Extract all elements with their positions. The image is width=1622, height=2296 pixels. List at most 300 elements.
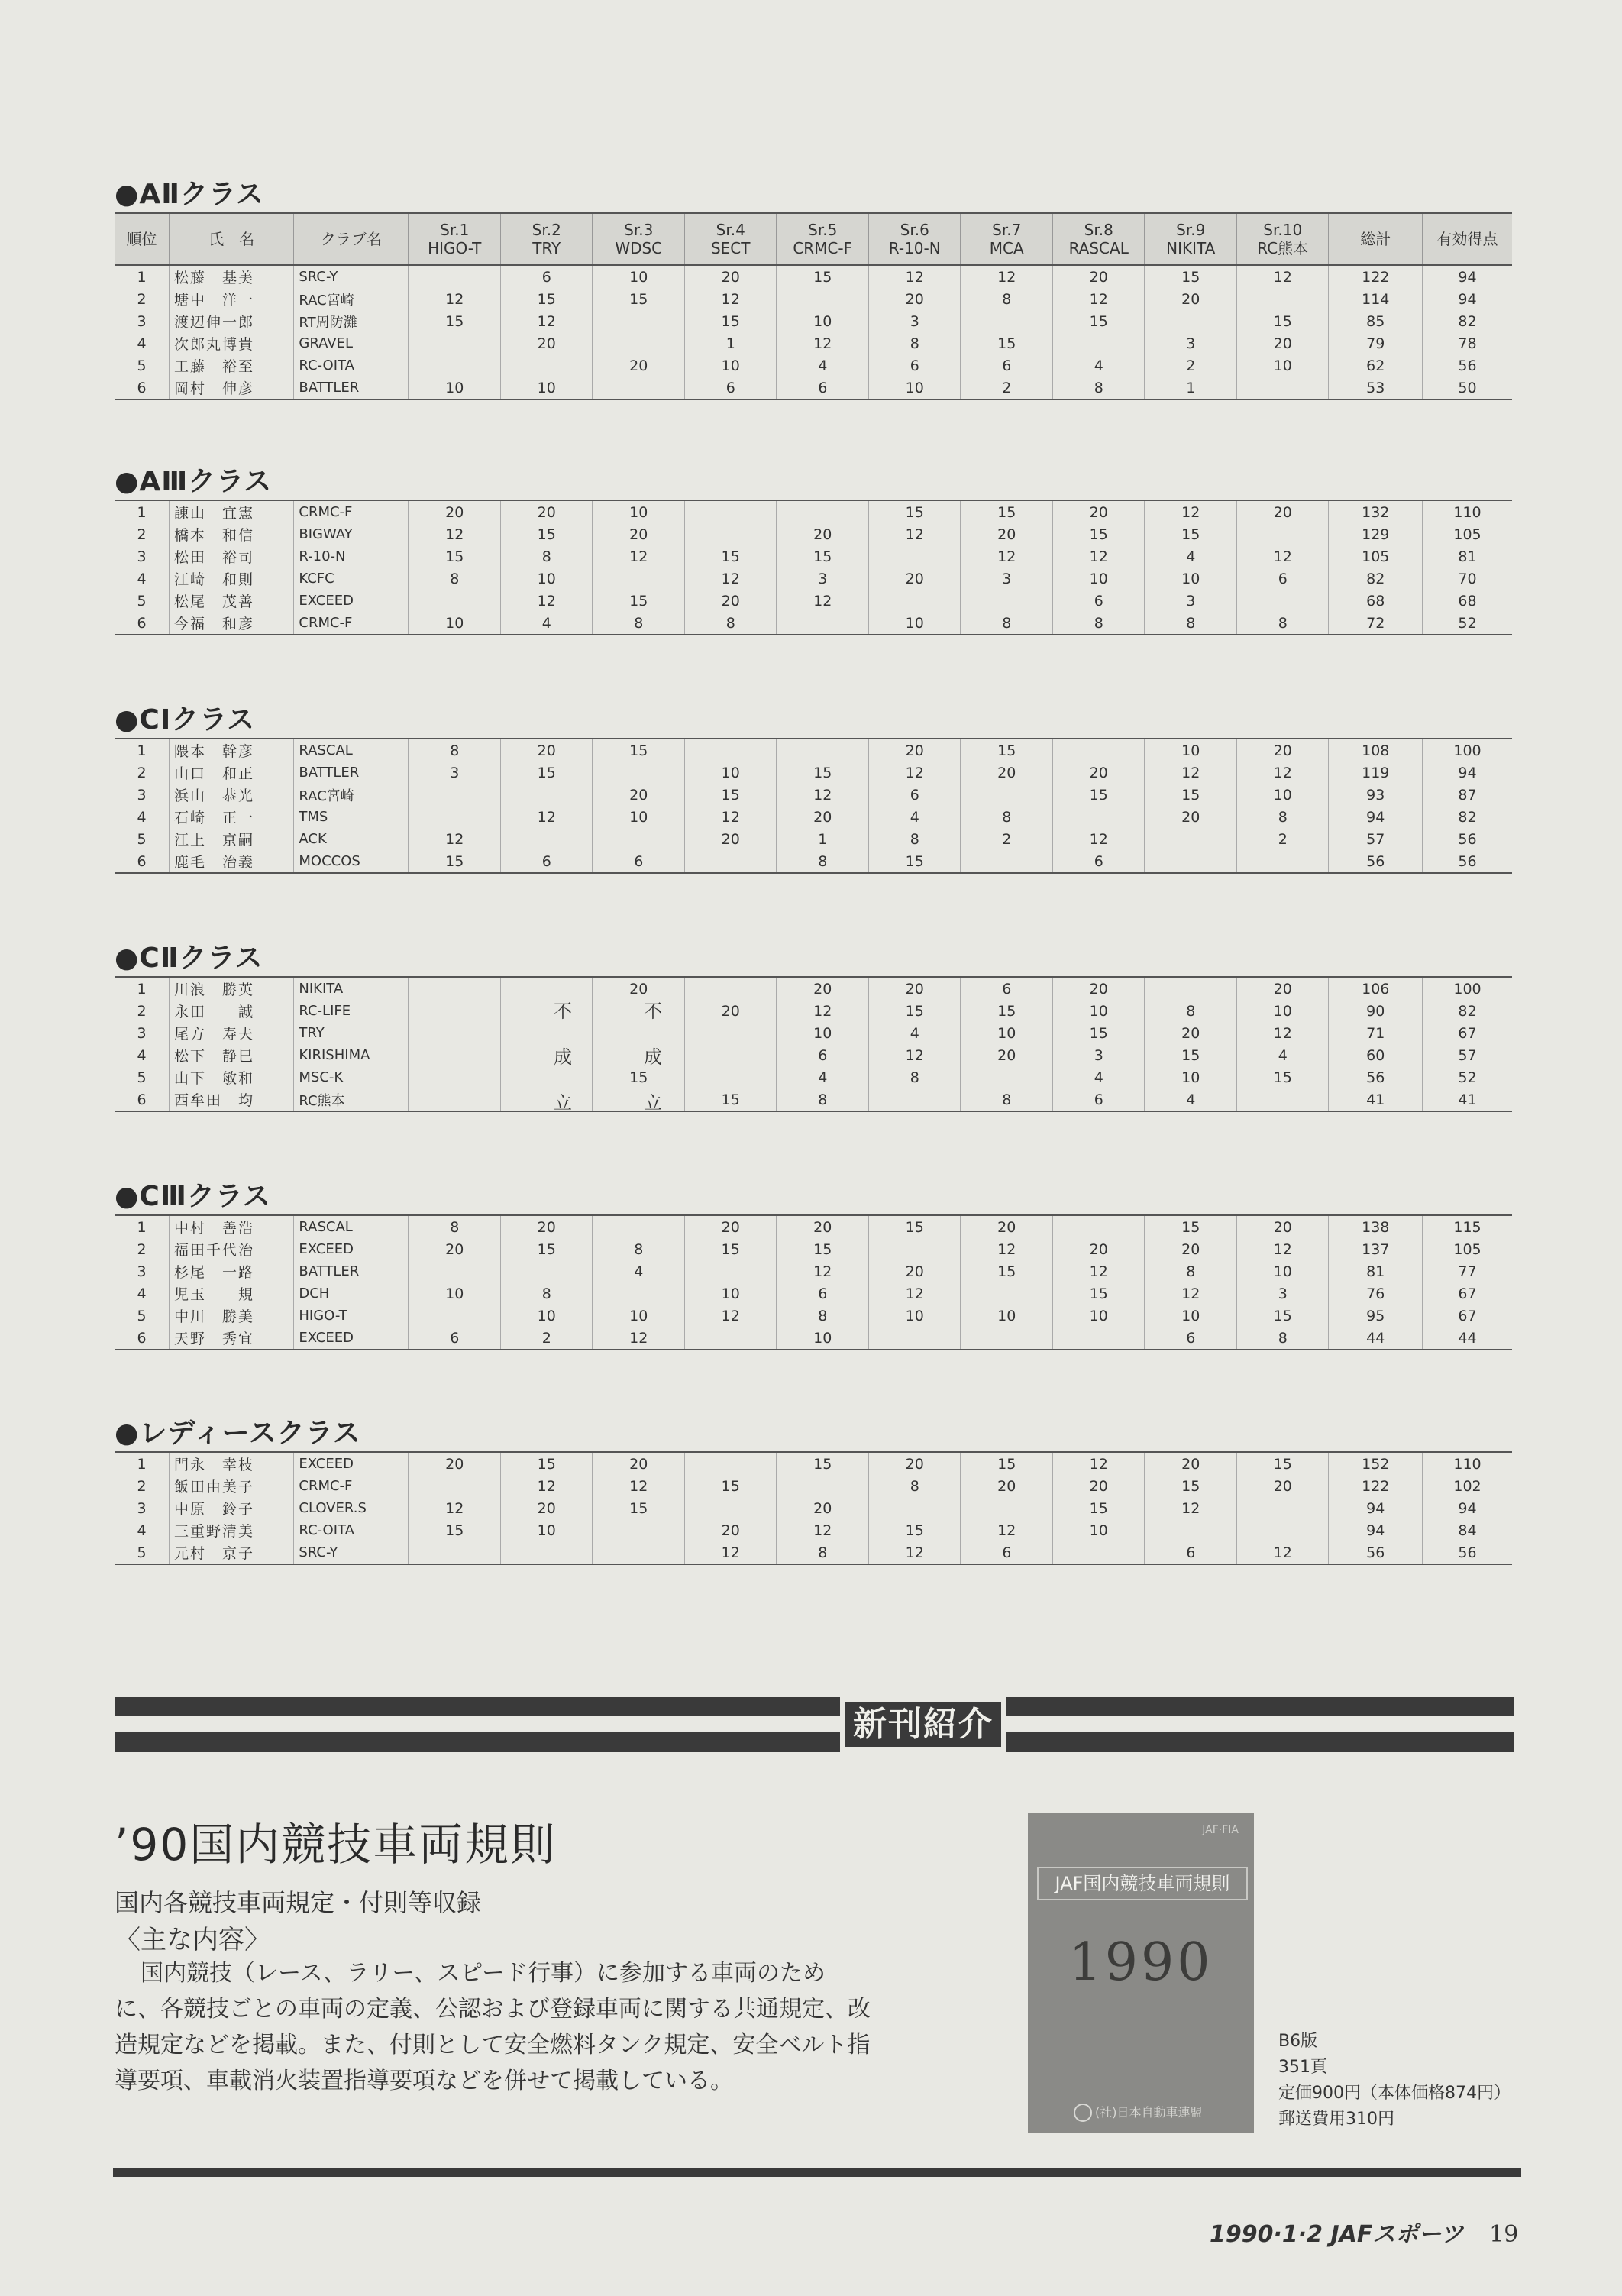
score-cell: 15 [593, 288, 685, 310]
club-header: クラブ名 [294, 213, 409, 265]
score-cell: 8 [961, 806, 1053, 828]
effective-cell: 102 [1453, 1477, 1481, 1495]
rank-cell: 4 [115, 806, 169, 828]
score-cell: 12 [1236, 1238, 1329, 1260]
name-cell: 元村 京子 [169, 1541, 293, 1564]
name-cell: 西牟田 均 [169, 1088, 293, 1111]
rank-header: 順位 [115, 213, 169, 265]
score-cell: 15 [500, 762, 593, 784]
score-cell: 12 [684, 806, 777, 828]
section-title: ●CⅡクラス [115, 943, 263, 974]
club-cell: RC-LIFE [294, 1000, 409, 1022]
score-cell [684, 1452, 777, 1475]
effective-cell: 110 [1423, 1452, 1512, 1475]
total-cell: 60 [1329, 1044, 1423, 1066]
score-cell: 20 [1145, 1238, 1237, 1260]
name-cell: 松尾 茂善 [169, 590, 293, 612]
score-cell: 10 [777, 1022, 869, 1044]
score-cell: 8 [868, 828, 961, 850]
effective-cell: 94 [1458, 290, 1477, 308]
round-header: Sr.2 TRY [500, 213, 593, 265]
score-cell: 20 [868, 288, 961, 310]
score-cell: 12 [777, 784, 869, 806]
score-cell: 20 [593, 354, 685, 377]
score-cell [1145, 828, 1237, 850]
score-cell: 2 [1236, 828, 1329, 850]
table-row [115, 1497, 1512, 1519]
club-cell: DCH [294, 1282, 409, 1305]
score-cell [684, 1066, 777, 1088]
score-cell: 12 [868, 523, 961, 545]
score-cell [961, 1497, 1053, 1519]
score-cell: 10 [961, 1305, 1053, 1327]
score-cell: 8 [1052, 377, 1145, 399]
name-cell: 永田 誠 [169, 1000, 293, 1022]
score-cell: 12 [409, 523, 501, 545]
score-cell [1236, 288, 1329, 310]
score-cell: 12 [1052, 1260, 1145, 1282]
score-cell: 12 [500, 310, 593, 332]
round-header: Sr.5 CRMC-F [777, 213, 869, 265]
score-cell: 20 [409, 1238, 501, 1260]
score-cell: 3 [961, 568, 1053, 590]
club-cell: EXCEED [294, 1238, 409, 1260]
score-cell: 20 [1145, 1022, 1237, 1044]
score-cell: 15 [593, 1066, 685, 1088]
total-cell: 108 [1329, 739, 1423, 762]
effective-cell: 56 [1458, 830, 1477, 848]
score-cell: 6 [1052, 1088, 1145, 1111]
name-cell: 児玉 規 [169, 1282, 293, 1305]
total-cell: 122 [1329, 265, 1423, 288]
table-row [115, 739, 1512, 762]
score-cell: 10 [684, 762, 777, 784]
score-cell: 15 [1145, 1044, 1237, 1066]
score-cell: 20 [409, 1452, 501, 1475]
club-cell: R-10-N [294, 545, 409, 568]
score-cell: 8 [777, 1541, 869, 1564]
score-cell [961, 1327, 1053, 1350]
table-row [115, 762, 1512, 784]
effective-cell: 67 [1458, 1285, 1477, 1302]
section-c2 [115, 941, 1512, 1112]
score-cell: 10 [593, 265, 685, 288]
name-cell: 山口 和正 [169, 762, 293, 784]
score-cell: 15 [868, 500, 961, 523]
score-cell: 12 [1236, 762, 1329, 784]
score-cell: 20 [777, 1215, 869, 1238]
score-cell [593, 310, 685, 332]
score-cell [409, 1066, 501, 1088]
score-cell: 15 [500, 1238, 593, 1260]
section-a2 [115, 177, 1512, 400]
score-cell [593, 762, 685, 784]
rank-cell: 3 [115, 545, 169, 568]
score-cell: 6 [961, 1541, 1053, 1564]
score-cell [593, 828, 685, 850]
total-cell: 90 [1329, 1000, 1423, 1022]
score-cell: 12 [593, 1475, 685, 1497]
score-cell: 20 [500, 739, 593, 762]
score-cell: 10 [1236, 784, 1329, 806]
name-cell: 松藤 基美 [169, 265, 293, 288]
name-cell: 江崎 和則 [169, 568, 293, 590]
rank-cell: 6 [115, 1327, 169, 1350]
score-cell [1236, 1088, 1329, 1111]
score-cell [593, 332, 685, 354]
score-cell: 20 [1052, 265, 1145, 288]
score-cell [868, 545, 961, 568]
total-cell: 106 [1329, 977, 1423, 1000]
score-cell: 6 [500, 850, 593, 873]
score-cell: 15 [1236, 310, 1329, 332]
score-cell: 6 [684, 377, 777, 399]
name-cell: 隈本 幹彦 [169, 739, 293, 762]
score-cell: 4 [1236, 1044, 1329, 1066]
score-cell: 2 [961, 377, 1053, 399]
score-cell [684, 1327, 777, 1350]
club-cell: RAC宮崎 [294, 784, 409, 806]
score-cell [593, 1215, 685, 1238]
total-cell: 132 [1329, 500, 1423, 523]
score-cell: 12 [868, 1282, 961, 1305]
score-cell: 20 [777, 1497, 869, 1519]
score-cell: 15 [868, 1519, 961, 1541]
name-cell: 中原 鈴子 [169, 1497, 293, 1519]
score-cell [1052, 332, 1145, 354]
score-cell: 15 [1145, 784, 1237, 806]
section-c3 [115, 1179, 1512, 1350]
table-row [115, 784, 1512, 806]
results-table [115, 500, 1512, 635]
name-cell: 今福 和彦 [169, 612, 293, 635]
name-cell: 川浪 勝英 [169, 977, 293, 1000]
effective-cell: 77 [1458, 1263, 1477, 1280]
rank-cell: 1 [115, 977, 169, 1000]
score-cell: 20 [1236, 977, 1329, 1000]
rank-cell: 2 [115, 523, 169, 545]
score-cell [684, 523, 777, 545]
score-cell: 8 [593, 1238, 685, 1260]
banner-bar-top [115, 1697, 1514, 1716]
score-cell: 8 [961, 1088, 1053, 1111]
score-cell: 10 [684, 354, 777, 377]
score-cell [961, 1066, 1053, 1088]
score-cell [684, 739, 777, 762]
table-row [115, 1088, 1512, 1111]
score-cell: 15 [961, 500, 1053, 523]
effective-cell: 70 [1458, 570, 1477, 587]
table-row [115, 523, 1512, 545]
score-cell [593, 377, 685, 399]
score-cell [409, 332, 501, 354]
total-cell: 81 [1329, 1260, 1423, 1282]
score-cell: 12 [777, 1260, 869, 1282]
score-cell: 20 [684, 590, 777, 612]
score-cell: 10 [777, 310, 869, 332]
score-cell: 12 [1145, 500, 1237, 523]
score-cell: 10 [1052, 1305, 1145, 1327]
total-cell: 95 [1329, 1305, 1423, 1327]
score-cell: 15 [1052, 784, 1145, 806]
score-cell: 12 [868, 265, 961, 288]
score-cell: 6 [1145, 1541, 1237, 1564]
score-cell: 4 [868, 806, 961, 828]
score-cell [500, 1044, 593, 1066]
score-cell: 15 [961, 1260, 1053, 1282]
score-cell: 12 [409, 1497, 501, 1519]
round-header: Sr.10 RC熊本 [1236, 213, 1329, 265]
score-cell [1052, 1215, 1145, 1238]
score-cell [961, 850, 1053, 873]
score-cell: 8 [593, 612, 685, 635]
score-cell: 15 [777, 1452, 869, 1475]
score-cell: 10 [1145, 1305, 1237, 1327]
score-cell [684, 1022, 777, 1044]
club-cell: EXCEED [294, 1452, 409, 1475]
score-cell: 10 [1145, 1066, 1237, 1088]
name-cell: 福田千代治 [169, 1238, 293, 1260]
score-cell [961, 1282, 1053, 1305]
name-cell: 渡辺伸一郎 [169, 310, 293, 332]
total-cell: 119 [1329, 762, 1423, 784]
round-header: Sr.7 MCA [961, 213, 1053, 265]
banner-label: 新刊紹介 [840, 1693, 1006, 1757]
rank-cell: 3 [115, 1260, 169, 1282]
page-footer [1210, 2215, 1518, 2249]
score-cell: 20 [684, 1519, 777, 1541]
score-cell: 20 [961, 762, 1053, 784]
club-cell: TRY [294, 1022, 409, 1044]
score-cell: 6 [593, 850, 685, 873]
table-row [115, 354, 1512, 377]
score-cell: 20 [500, 500, 593, 523]
table-row [115, 977, 1512, 1000]
total-cell: 93 [1329, 784, 1423, 806]
score-cell [961, 310, 1053, 332]
total-cell: 72 [1329, 612, 1423, 635]
score-cell: 20 [1236, 1475, 1329, 1497]
score-cell [1145, 310, 1237, 332]
cover-publisher: (社)日本自動車連盟 [1074, 2103, 1203, 2123]
score-cell: 20 [684, 265, 777, 288]
score-cell: 12 [1052, 288, 1145, 310]
table-row [115, 590, 1512, 612]
score-cell: 20 [500, 1215, 593, 1238]
score-cell: 10 [593, 1305, 685, 1327]
total-cell: 44 [1329, 1327, 1423, 1350]
score-cell: 20 [593, 784, 685, 806]
score-cell [409, 1475, 501, 1497]
score-cell [593, 1282, 685, 1305]
rank-cell: 5 [115, 1066, 169, 1088]
total-cell: 94 [1329, 1497, 1423, 1519]
club-cell: KCFC [294, 568, 409, 590]
score-cell [1052, 1541, 1145, 1564]
contents-heading: 〈主な内容〉 [115, 1925, 270, 1955]
score-cell: 20 [868, 739, 961, 762]
round-header: Sr.6 R-10-N [868, 213, 961, 265]
score-cell: 6 [777, 377, 869, 399]
score-cell: 20 [593, 523, 685, 545]
table-row [115, 568, 1512, 590]
section-a3 [115, 464, 1512, 635]
score-cell [500, 354, 593, 377]
score-cell: 15 [777, 1238, 869, 1260]
name-header: 氏 名 [169, 213, 293, 265]
score-cell [593, 1044, 685, 1066]
score-cell: 15 [1236, 1452, 1329, 1475]
book-subtitle: 国内各競技車両規定・付則等収録 [115, 1888, 482, 1917]
name-cell: 次郎丸博貴 [169, 332, 293, 354]
total-cell: 85 [1329, 310, 1423, 332]
total-header: 総計 [1329, 213, 1423, 265]
total-cell: 41 [1329, 1088, 1423, 1111]
score-cell: 20 [961, 1044, 1053, 1066]
score-cell [961, 590, 1053, 612]
score-cell: 15 [1052, 1497, 1145, 1519]
score-cell: 20 [1236, 500, 1329, 523]
score-cell: 15 [409, 545, 501, 568]
score-cell: 10 [593, 806, 685, 828]
score-cell: 3 [1145, 332, 1237, 354]
score-cell: 12 [961, 1519, 1053, 1541]
score-cell [500, 977, 593, 1000]
score-cell [1145, 977, 1237, 1000]
score-cell: 4 [1145, 1088, 1237, 1111]
club-cell: SRC-Y [294, 265, 409, 288]
new-books-banner [115, 1697, 1514, 1757]
rank-cell: 6 [115, 850, 169, 873]
score-cell [1052, 806, 1145, 828]
score-cell [868, 590, 961, 612]
score-cell: 20 [1236, 739, 1329, 762]
score-cell [684, 1044, 777, 1066]
score-cell: 10 [500, 377, 593, 399]
club-cell: MSC-K [294, 1066, 409, 1088]
score-cell: 4 [500, 612, 593, 635]
score-cell [500, 784, 593, 806]
score-cell: 8 [500, 1282, 593, 1305]
score-cell [1236, 850, 1329, 873]
score-cell [684, 1497, 777, 1519]
score-cell: 20 [1052, 1475, 1145, 1497]
score-cell: 20 [868, 568, 961, 590]
round-header: Sr.8 RASCAL [1052, 213, 1145, 265]
rank-cell: 3 [115, 1497, 169, 1519]
score-cell: 15 [684, 1088, 777, 1111]
name-cell: 中川 勝美 [169, 1305, 293, 1327]
club-cell: RASCAL [294, 739, 409, 762]
score-cell: 4 [868, 1022, 961, 1044]
score-cell: 6 [1145, 1327, 1237, 1350]
rank-cell: 1 [115, 265, 169, 288]
rank-cell: 5 [115, 828, 169, 850]
score-cell: 20 [961, 1215, 1053, 1238]
score-cell: 12 [1236, 1541, 1329, 1564]
club-cell: TMS [294, 806, 409, 828]
score-cell: 3 [1236, 1282, 1329, 1305]
club-cell: BATTLER [294, 1260, 409, 1282]
score-cell [961, 784, 1053, 806]
effective-cell: 50 [1423, 377, 1512, 399]
effective-cell: 52 [1423, 612, 1512, 635]
score-cell: 20 [684, 1215, 777, 1238]
effective-cell: 100 [1423, 977, 1512, 1000]
rank-cell: 2 [115, 1475, 169, 1497]
score-cell: 12 [961, 545, 1053, 568]
effective-cell: 105 [1453, 1240, 1481, 1258]
score-cell: 12 [777, 590, 869, 612]
score-cell: 15 [1145, 1215, 1237, 1238]
score-cell: 6 [777, 1044, 869, 1066]
score-cell [684, 850, 777, 873]
rank-cell: 5 [115, 354, 169, 377]
score-cell: 6 [1052, 590, 1145, 612]
score-cell: 15 [777, 545, 869, 568]
table-row [115, 828, 1512, 850]
club-cell: CRMC-F [294, 612, 409, 635]
score-cell: 20 [868, 1260, 961, 1282]
club-cell: RC熊本 [294, 1088, 409, 1111]
rank-cell: 2 [115, 762, 169, 784]
club-cell: CRMC-F [294, 1475, 409, 1497]
book-cover-image [1028, 1813, 1254, 2133]
score-cell: 12 [684, 568, 777, 590]
score-cell: 4 [593, 1260, 685, 1282]
not-held-note-sr1: 不 成 立 [554, 1001, 572, 1114]
score-cell: 8 [777, 850, 869, 873]
total-cell: 57 [1329, 828, 1423, 850]
score-cell: 15 [684, 784, 777, 806]
score-cell: 20 [868, 977, 961, 1000]
score-cell [409, 1044, 501, 1066]
score-cell: 20 [1236, 1215, 1329, 1238]
club-cell: RAC宮崎 [294, 288, 409, 310]
name-cell: 杉尾 一路 [169, 1260, 293, 1282]
score-cell: 4 [1145, 545, 1237, 568]
results-table [115, 212, 1512, 400]
score-cell: 8 [1052, 612, 1145, 635]
score-cell: 15 [1236, 1066, 1329, 1088]
score-cell: 4 [1052, 1066, 1145, 1088]
table-row [115, 1327, 1512, 1350]
rank-cell: 1 [115, 1452, 169, 1475]
score-cell: 8 [961, 288, 1053, 310]
club-cell: BIGWAY [294, 523, 409, 545]
score-cell [593, 1000, 685, 1022]
bottom-rule [113, 2168, 1521, 2177]
book-format: B6版 [1278, 2032, 1318, 2051]
book-price: 定価900円（本体価格874円） [1278, 2084, 1511, 2103]
table-row [115, 545, 1512, 568]
score-cell: 15 [961, 1000, 1053, 1022]
club-cell: RASCAL [294, 1215, 409, 1238]
total-cell: 71 [1329, 1022, 1423, 1044]
score-cell: 20 [777, 523, 869, 545]
round-header: Sr.9 NIKITA [1145, 213, 1237, 265]
name-cell: 中村 善浩 [169, 1215, 293, 1238]
score-cell: 4 [777, 354, 869, 377]
table-row [115, 1066, 1512, 1088]
club-cell: GRAVEL [294, 332, 409, 354]
section-title: ●CⅠクラス [115, 704, 256, 736]
effective-cell: 82 [1458, 808, 1477, 826]
score-cell: 15 [409, 1519, 501, 1541]
score-cell: 10 [868, 1305, 961, 1327]
score-cell: 12 [593, 1327, 685, 1350]
score-cell: 15 [593, 1497, 685, 1519]
